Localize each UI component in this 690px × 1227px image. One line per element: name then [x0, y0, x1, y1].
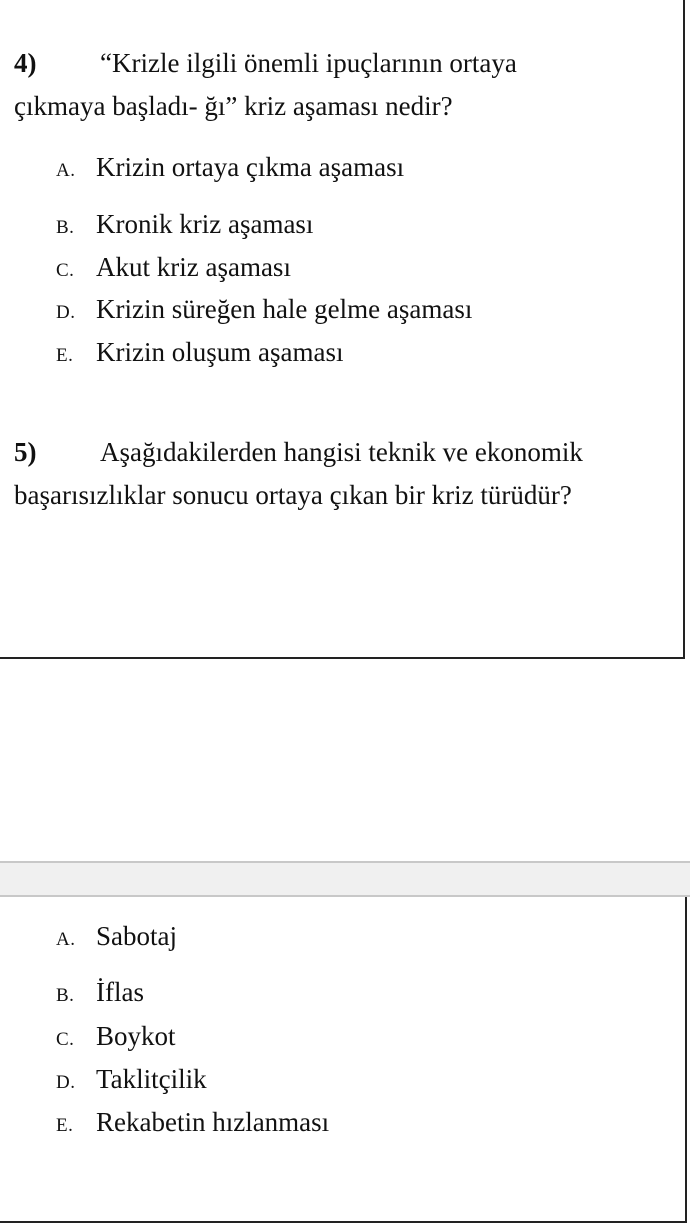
option-text: Kronik kriz aşaması	[96, 209, 314, 239]
option-letter: D.	[56, 302, 76, 323]
option-text: Krizin ortaya çıkma aşaması	[96, 152, 405, 182]
question-5-option-e[interactable]	[56, 1107, 329, 1150]
option-text: Boykot	[96, 1021, 176, 1051]
question-4-option-e[interactable]	[56, 337, 472, 380]
option-letter: D.	[56, 1072, 76, 1093]
question-5-text-line-1: Aşağıdakilerden hangisi teknik ve ekonomik	[100, 437, 583, 467]
question-5-option-b[interactable]	[56, 977, 329, 1021]
question-5-option-a[interactable]	[56, 921, 329, 977]
option-text: Krizin süreğen hale gelme aşaması	[96, 294, 473, 324]
question-5	[14, 431, 679, 517]
question-5-options	[56, 921, 329, 1150]
option-letter: A.	[56, 160, 76, 181]
option-text: İflas	[96, 977, 144, 1007]
option-text: Taklitçilik	[96, 1064, 207, 1094]
option-letter: C.	[56, 1029, 75, 1050]
question-4-number: 4)	[14, 48, 37, 78]
option-text: Sabotaj	[96, 921, 177, 951]
option-text: Rekabetin hızlanması	[96, 1107, 330, 1137]
option-letter: B.	[56, 985, 75, 1006]
option-text: Krizin oluşum aşaması	[96, 337, 344, 367]
page-break-divider	[0, 861, 690, 897]
question-4	[14, 42, 674, 128]
question-5-text-line-2: başarısızlıklar sonucu ortaya çıkan bir kriz türüdür?	[14, 480, 572, 510]
question-4-option-b[interactable]	[56, 209, 472, 252]
option-letter: A.	[56, 929, 76, 950]
option-letter: E.	[56, 1115, 74, 1136]
question-4-text-line-2: çıkmaya başladı- ğı” kriz aşaması nedir?	[14, 91, 453, 121]
option-letter: E.	[56, 345, 74, 366]
question-5-line-1	[14, 431, 679, 474]
option-letter: C.	[56, 260, 75, 281]
question-4-option-c[interactable]	[56, 252, 472, 294]
question-4-option-a[interactable]	[56, 152, 472, 209]
question-4-option-d[interactable]	[56, 294, 472, 337]
question-4-text-line-1: “Krizle ilgili önemli ipuçlarının ortaya	[100, 48, 517, 78]
question-5-option-c[interactable]	[56, 1021, 329, 1064]
option-letter: B.	[56, 217, 75, 238]
question-4-options	[56, 152, 472, 380]
page-gap	[0, 661, 690, 861]
question-4-line-1	[14, 42, 674, 85]
option-text: Akut kriz aşaması	[96, 252, 291, 282]
question-5-number: 5)	[14, 437, 37, 467]
question-5-option-d[interactable]	[56, 1064, 329, 1107]
